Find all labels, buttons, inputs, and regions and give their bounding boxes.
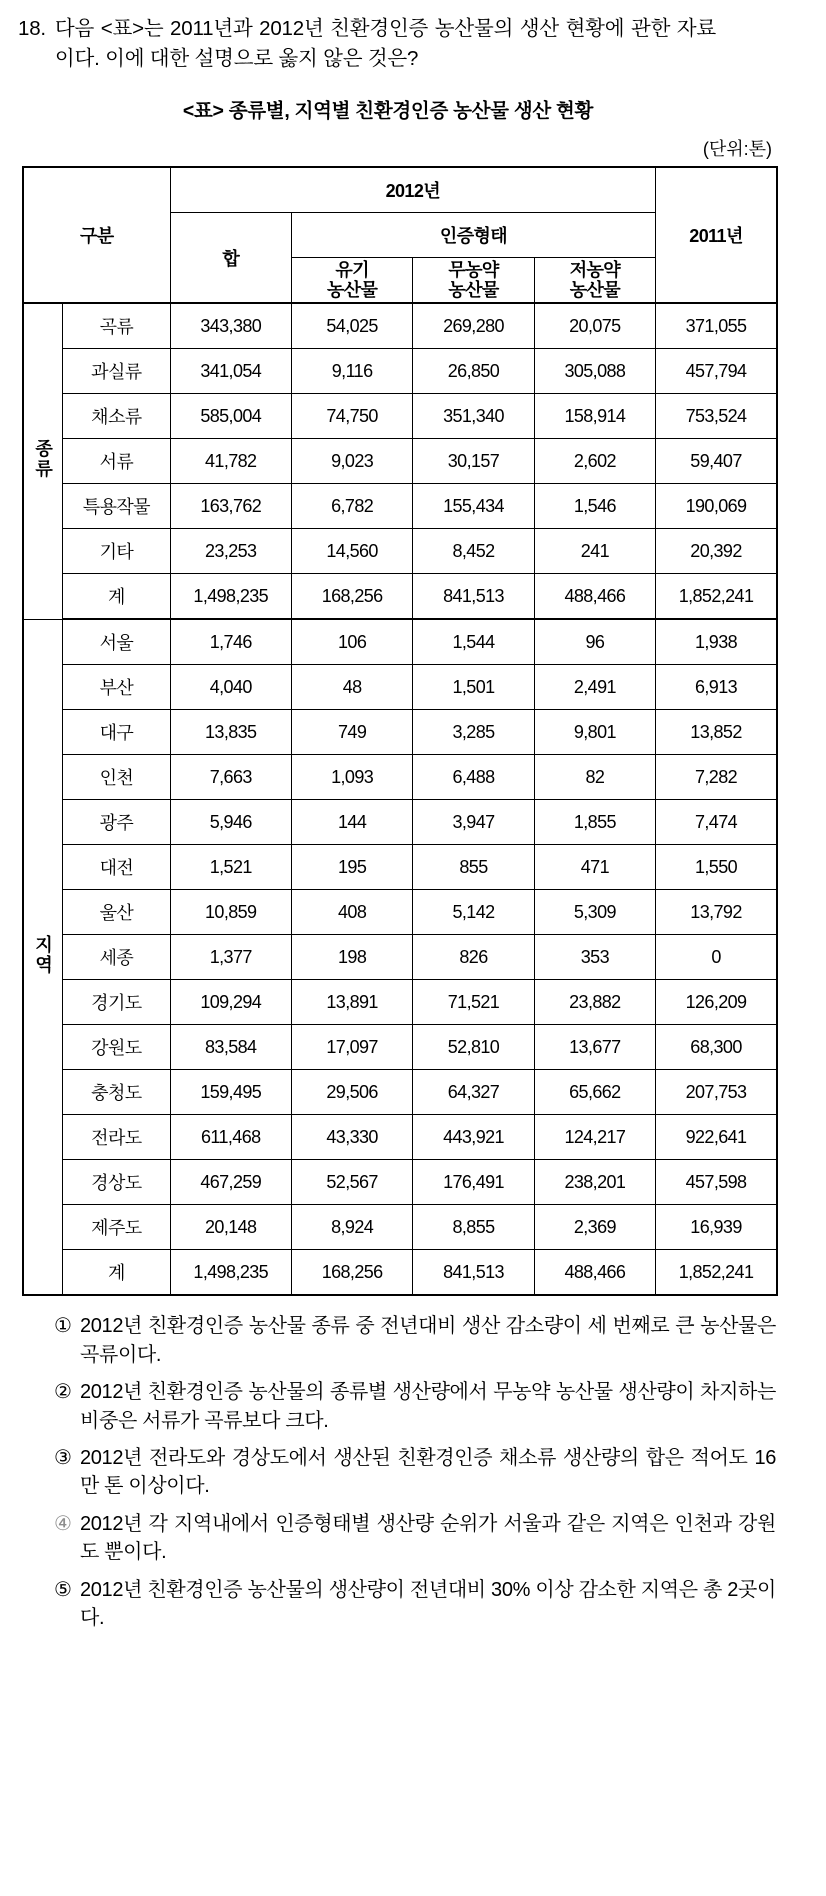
table-unit-note: (단위:톤) <box>702 139 772 160</box>
header-pesticide-free <box>413 258 534 304</box>
cell-year-2011: 1,550 <box>656 845 777 890</box>
cell-low-pesticide: 241 <box>534 529 655 574</box>
header-pesticide-free-line2: 농산물 <box>448 280 499 301</box>
row-label: 서류 <box>63 439 170 484</box>
row-label: 과실류 <box>63 349 170 394</box>
row-label: 계 <box>63 574 170 620</box>
cell-low-pesticide: 1,546 <box>534 484 655 529</box>
cell-organic: 43,330 <box>291 1115 412 1160</box>
row-label: 울산 <box>63 890 170 935</box>
cell-sum: 467,259 <box>170 1160 291 1205</box>
cell-pesticide-free: 26,850 <box>413 349 534 394</box>
header-organic-line2: 농산물 <box>326 280 378 301</box>
cell-organic: 48 <box>291 665 412 710</box>
cell-year-2011: 16,939 <box>656 1205 777 1250</box>
row-label: 곡류 <box>63 303 170 349</box>
cell-low-pesticide: 471 <box>534 845 655 890</box>
cell-low-pesticide: 5,309 <box>534 890 655 935</box>
header-low-pesticide-line1: 저농약 <box>569 260 621 281</box>
table-row <box>23 484 777 529</box>
row-label: 경상도 <box>63 1160 170 1205</box>
cell-low-pesticide: 2,602 <box>534 439 655 484</box>
row-label: 전라도 <box>63 1115 170 1160</box>
header-low-pesticide <box>534 258 655 304</box>
cell-year-2011: 207,753 <box>656 1070 777 1115</box>
cell-organic: 168,256 <box>291 1250 412 1296</box>
cell-sum: 1,377 <box>170 935 291 980</box>
cell-organic: 144 <box>291 800 412 845</box>
cell-organic: 198 <box>291 935 412 980</box>
row-label: 기타 <box>63 529 170 574</box>
cell-sum: 1,746 <box>170 619 291 665</box>
cell-organic: 749 <box>291 710 412 755</box>
cell-sum: 10,859 <box>170 890 291 935</box>
cell-pesticide-free: 8,452 <box>413 529 534 574</box>
cell-sum: 13,835 <box>170 710 291 755</box>
cell-low-pesticide: 23,882 <box>534 980 655 1025</box>
cell-year-2011: 68,300 <box>656 1025 777 1070</box>
cell-year-2011: 0 <box>656 935 777 980</box>
cell-pesticide-free: 71,521 <box>413 980 534 1025</box>
cell-sum: 5,946 <box>170 800 291 845</box>
header-cert-type: 인증형태 <box>291 213 655 258</box>
answer-choice-text: 2012년 친환경인증 농산물의 생산량이 전년대비 30% 이상 감소한 지역은 총 2곳이다. <box>80 1578 776 1629</box>
table-row <box>23 349 777 394</box>
cell-year-2011: 6,913 <box>656 665 777 710</box>
cell-pesticide-free: 351,340 <box>413 394 534 439</box>
table-row <box>23 980 777 1025</box>
cell-low-pesticide: 238,201 <box>534 1160 655 1205</box>
table-head <box>23 167 777 303</box>
row-label: 계 <box>63 1250 170 1296</box>
row-group-label <box>23 619 63 1295</box>
row-label: 채소류 <box>63 394 170 439</box>
cell-low-pesticide: 96 <box>534 619 655 665</box>
answer-choice-text: 2012년 친환경인증 농산물의 종류별 생산량에서 무농약 농산물 생산량이 차지하는 비중은 서류가 곡류보다 크다. <box>80 1381 776 1432</box>
cell-pesticide-free: 1,501 <box>413 665 534 710</box>
table-row <box>23 1205 777 1250</box>
header-year-2012: 2012년 <box>170 167 656 213</box>
cell-organic: 14,560 <box>291 529 412 574</box>
cell-organic: 13,891 <box>291 980 412 1025</box>
row-group-label-text: 지역 <box>33 934 54 975</box>
cell-low-pesticide: 124,217 <box>534 1115 655 1160</box>
cell-sum: 83,584 <box>170 1025 291 1070</box>
cell-year-2011: 190,069 <box>656 484 777 529</box>
header-sum: 합 <box>170 213 291 304</box>
cell-year-2011: 457,794 <box>656 349 777 394</box>
table-row <box>23 710 777 755</box>
table-row <box>23 303 777 349</box>
cell-pesticide-free: 841,513 <box>413 574 534 620</box>
cell-low-pesticide: 353 <box>534 935 655 980</box>
cell-pesticide-free: 269,280 <box>413 303 534 349</box>
cell-sum: 1,498,235 <box>170 1250 291 1296</box>
cell-year-2011: 457,598 <box>656 1160 777 1205</box>
table-row <box>23 1070 777 1115</box>
cell-organic: 8,924 <box>291 1205 412 1250</box>
table-row <box>23 1250 777 1296</box>
table-row <box>23 439 777 484</box>
header-pesticide-free-line1: 무농약 <box>448 260 499 281</box>
cell-organic: 408 <box>291 890 412 935</box>
answer-choice-marker: ③ <box>54 1447 72 1469</box>
header-low-pesticide-line2: 농산물 <box>569 280 621 301</box>
cell-sum: 7,663 <box>170 755 291 800</box>
cell-sum: 159,495 <box>170 1070 291 1115</box>
table-row <box>23 845 777 890</box>
cell-low-pesticide: 82 <box>534 755 655 800</box>
cell-pesticide-free: 5,142 <box>413 890 534 935</box>
cell-pesticide-free: 3,947 <box>413 800 534 845</box>
cell-year-2011: 922,641 <box>656 1115 777 1160</box>
header-year-2011: 2011년 <box>656 167 777 303</box>
cell-organic: 9,023 <box>291 439 412 484</box>
row-label: 인천 <box>63 755 170 800</box>
table-container <box>18 166 802 1296</box>
answer-choice-text: 2012년 전라도와 경상도에서 생산된 친환경인증 채소류 생산량의 합은 적어도 16만 톤 이상이다. <box>80 1447 776 1498</box>
cell-pesticide-free: 155,434 <box>413 484 534 529</box>
cell-low-pesticide: 13,677 <box>534 1025 655 1070</box>
row-label: 대구 <box>63 710 170 755</box>
cell-year-2011: 371,055 <box>656 303 777 349</box>
cell-pesticide-free: 176,491 <box>413 1160 534 1205</box>
table-row <box>23 529 777 574</box>
cell-pesticide-free: 30,157 <box>413 439 534 484</box>
row-label: 제주도 <box>63 1205 170 1250</box>
answer-choice-text: 2012년 각 지역내에서 인증형태별 생산량 순위가 서울과 같은 지역은 인천과 강원도 뿐이다. <box>80 1512 776 1564</box>
cell-low-pesticide: 1,855 <box>534 800 655 845</box>
cell-year-2011: 20,392 <box>656 529 777 574</box>
cell-pesticide-free: 855 <box>413 845 534 890</box>
cell-sum: 23,253 <box>170 529 291 574</box>
table-row <box>23 890 777 935</box>
cell-organic: 74,750 <box>291 394 412 439</box>
cell-year-2011: 753,524 <box>656 394 777 439</box>
cell-pesticide-free: 52,810 <box>413 1025 534 1070</box>
question-stem <box>18 14 802 73</box>
cell-year-2011: 7,474 <box>656 800 777 845</box>
cell-low-pesticide: 2,369 <box>534 1205 655 1250</box>
cell-low-pesticide: 9,801 <box>534 710 655 755</box>
answer-choice-marker: ⑤ <box>54 1578 72 1601</box>
cell-pesticide-free: 1,544 <box>413 619 534 665</box>
cell-organic: 54,025 <box>291 303 412 349</box>
row-label: 광주 <box>63 800 170 845</box>
cell-pesticide-free: 841,513 <box>413 1250 534 1296</box>
question-number: 18. <box>18 17 46 40</box>
row-group-label <box>23 303 63 619</box>
cell-year-2011: 1,852,241 <box>656 574 777 620</box>
header-gubun: 구분 <box>23 167 170 303</box>
answer-choice-marker: ④ <box>54 1512 72 1535</box>
cell-year-2011: 13,792 <box>656 890 777 935</box>
cell-sum: 343,380 <box>170 303 291 349</box>
cell-low-pesticide: 20,075 <box>534 303 655 349</box>
header-organic <box>291 258 412 304</box>
row-label: 세종 <box>63 935 170 980</box>
table-row <box>23 619 777 665</box>
table-row <box>23 394 777 439</box>
answer-choice-marker: ② <box>54 1381 72 1404</box>
row-group-label-text: 종류 <box>33 439 54 480</box>
answer-choice[interactable] <box>54 1444 776 1501</box>
cell-pesticide-free: 64,327 <box>413 1070 534 1115</box>
table-body <box>23 303 777 1295</box>
cell-sum: 4,040 <box>170 665 291 710</box>
cell-organic: 9,116 <box>291 349 412 394</box>
cell-organic: 29,506 <box>291 1070 412 1115</box>
answer-choice[interactable] <box>54 1510 776 1567</box>
cell-organic: 106 <box>291 619 412 665</box>
cell-year-2011: 126,209 <box>656 980 777 1025</box>
cell-organic: 168,256 <box>291 574 412 620</box>
table-row <box>23 1115 777 1160</box>
answer-choice[interactable] <box>54 1312 776 1369</box>
table-row <box>23 1160 777 1205</box>
table-row <box>23 800 777 845</box>
cell-pesticide-free: 8,855 <box>413 1205 534 1250</box>
cell-year-2011: 59,407 <box>656 439 777 484</box>
cell-sum: 41,782 <box>170 439 291 484</box>
question-text: 다음 <표>는 2011년과 2012년 친환경인증 농산물의 생산 현황에 관한 자료이다. 이에 대한 설명으로 옳지 않은 것은? <box>54 17 716 70</box>
cell-sum: 1,498,235 <box>170 574 291 620</box>
cell-sum: 109,294 <box>170 980 291 1025</box>
cell-year-2011: 1,938 <box>656 619 777 665</box>
table-row <box>23 1025 777 1070</box>
answer-choice-marker: ① <box>54 1315 72 1338</box>
cell-organic: 195 <box>291 845 412 890</box>
table-row <box>23 935 777 980</box>
cell-low-pesticide: 488,466 <box>534 1250 655 1296</box>
answer-choice[interactable] <box>54 1576 776 1633</box>
row-label: 경기도 <box>63 980 170 1025</box>
cell-organic: 1,093 <box>291 755 412 800</box>
cell-low-pesticide: 65,662 <box>534 1070 655 1115</box>
row-label: 대전 <box>63 845 170 890</box>
row-label: 부산 <box>63 665 170 710</box>
cell-pesticide-free: 3,285 <box>413 710 534 755</box>
cell-pesticide-free: 6,488 <box>413 755 534 800</box>
cell-year-2011: 13,852 <box>656 710 777 755</box>
cell-sum: 163,762 <box>170 484 291 529</box>
answer-choices <box>18 1312 802 1632</box>
answer-choice[interactable] <box>54 1378 776 1435</box>
table-caption: <표> 종류별, 지역별 친환경인증 농산물 생산 현황 <box>182 100 594 123</box>
answer-choice-text: 2012년 친환경인증 농산물 종류 중 전년대비 생산 감소량이 세 번째로 큰 농산물은 곡류이다. <box>80 1315 776 1366</box>
table-row <box>23 574 777 620</box>
cell-sum: 1,521 <box>170 845 291 890</box>
cell-year-2011: 7,282 <box>656 755 777 800</box>
cell-low-pesticide: 305,088 <box>534 349 655 394</box>
table-row <box>23 755 777 800</box>
production-table <box>22 166 778 1296</box>
row-label: 서울 <box>63 619 170 665</box>
cell-low-pesticide: 2,491 <box>534 665 655 710</box>
cell-pesticide-free: 443,921 <box>413 1115 534 1160</box>
header-organic-line1: 유기 <box>335 260 369 281</box>
cell-organic: 52,567 <box>291 1160 412 1205</box>
row-label: 강원도 <box>63 1025 170 1070</box>
cell-sum: 611,468 <box>170 1115 291 1160</box>
cell-organic: 17,097 <box>291 1025 412 1070</box>
cell-sum: 341,054 <box>170 349 291 394</box>
cell-sum: 20,148 <box>170 1205 291 1250</box>
cell-pesticide-free: 826 <box>413 935 534 980</box>
row-label: 충청도 <box>63 1070 170 1115</box>
cell-year-2011: 1,852,241 <box>656 1250 777 1296</box>
cell-low-pesticide: 488,466 <box>534 574 655 620</box>
cell-low-pesticide: 158,914 <box>534 394 655 439</box>
row-label: 특용작물 <box>63 484 170 529</box>
table-row <box>23 665 777 710</box>
cell-organic: 6,782 <box>291 484 412 529</box>
cell-sum: 585,004 <box>170 394 291 439</box>
